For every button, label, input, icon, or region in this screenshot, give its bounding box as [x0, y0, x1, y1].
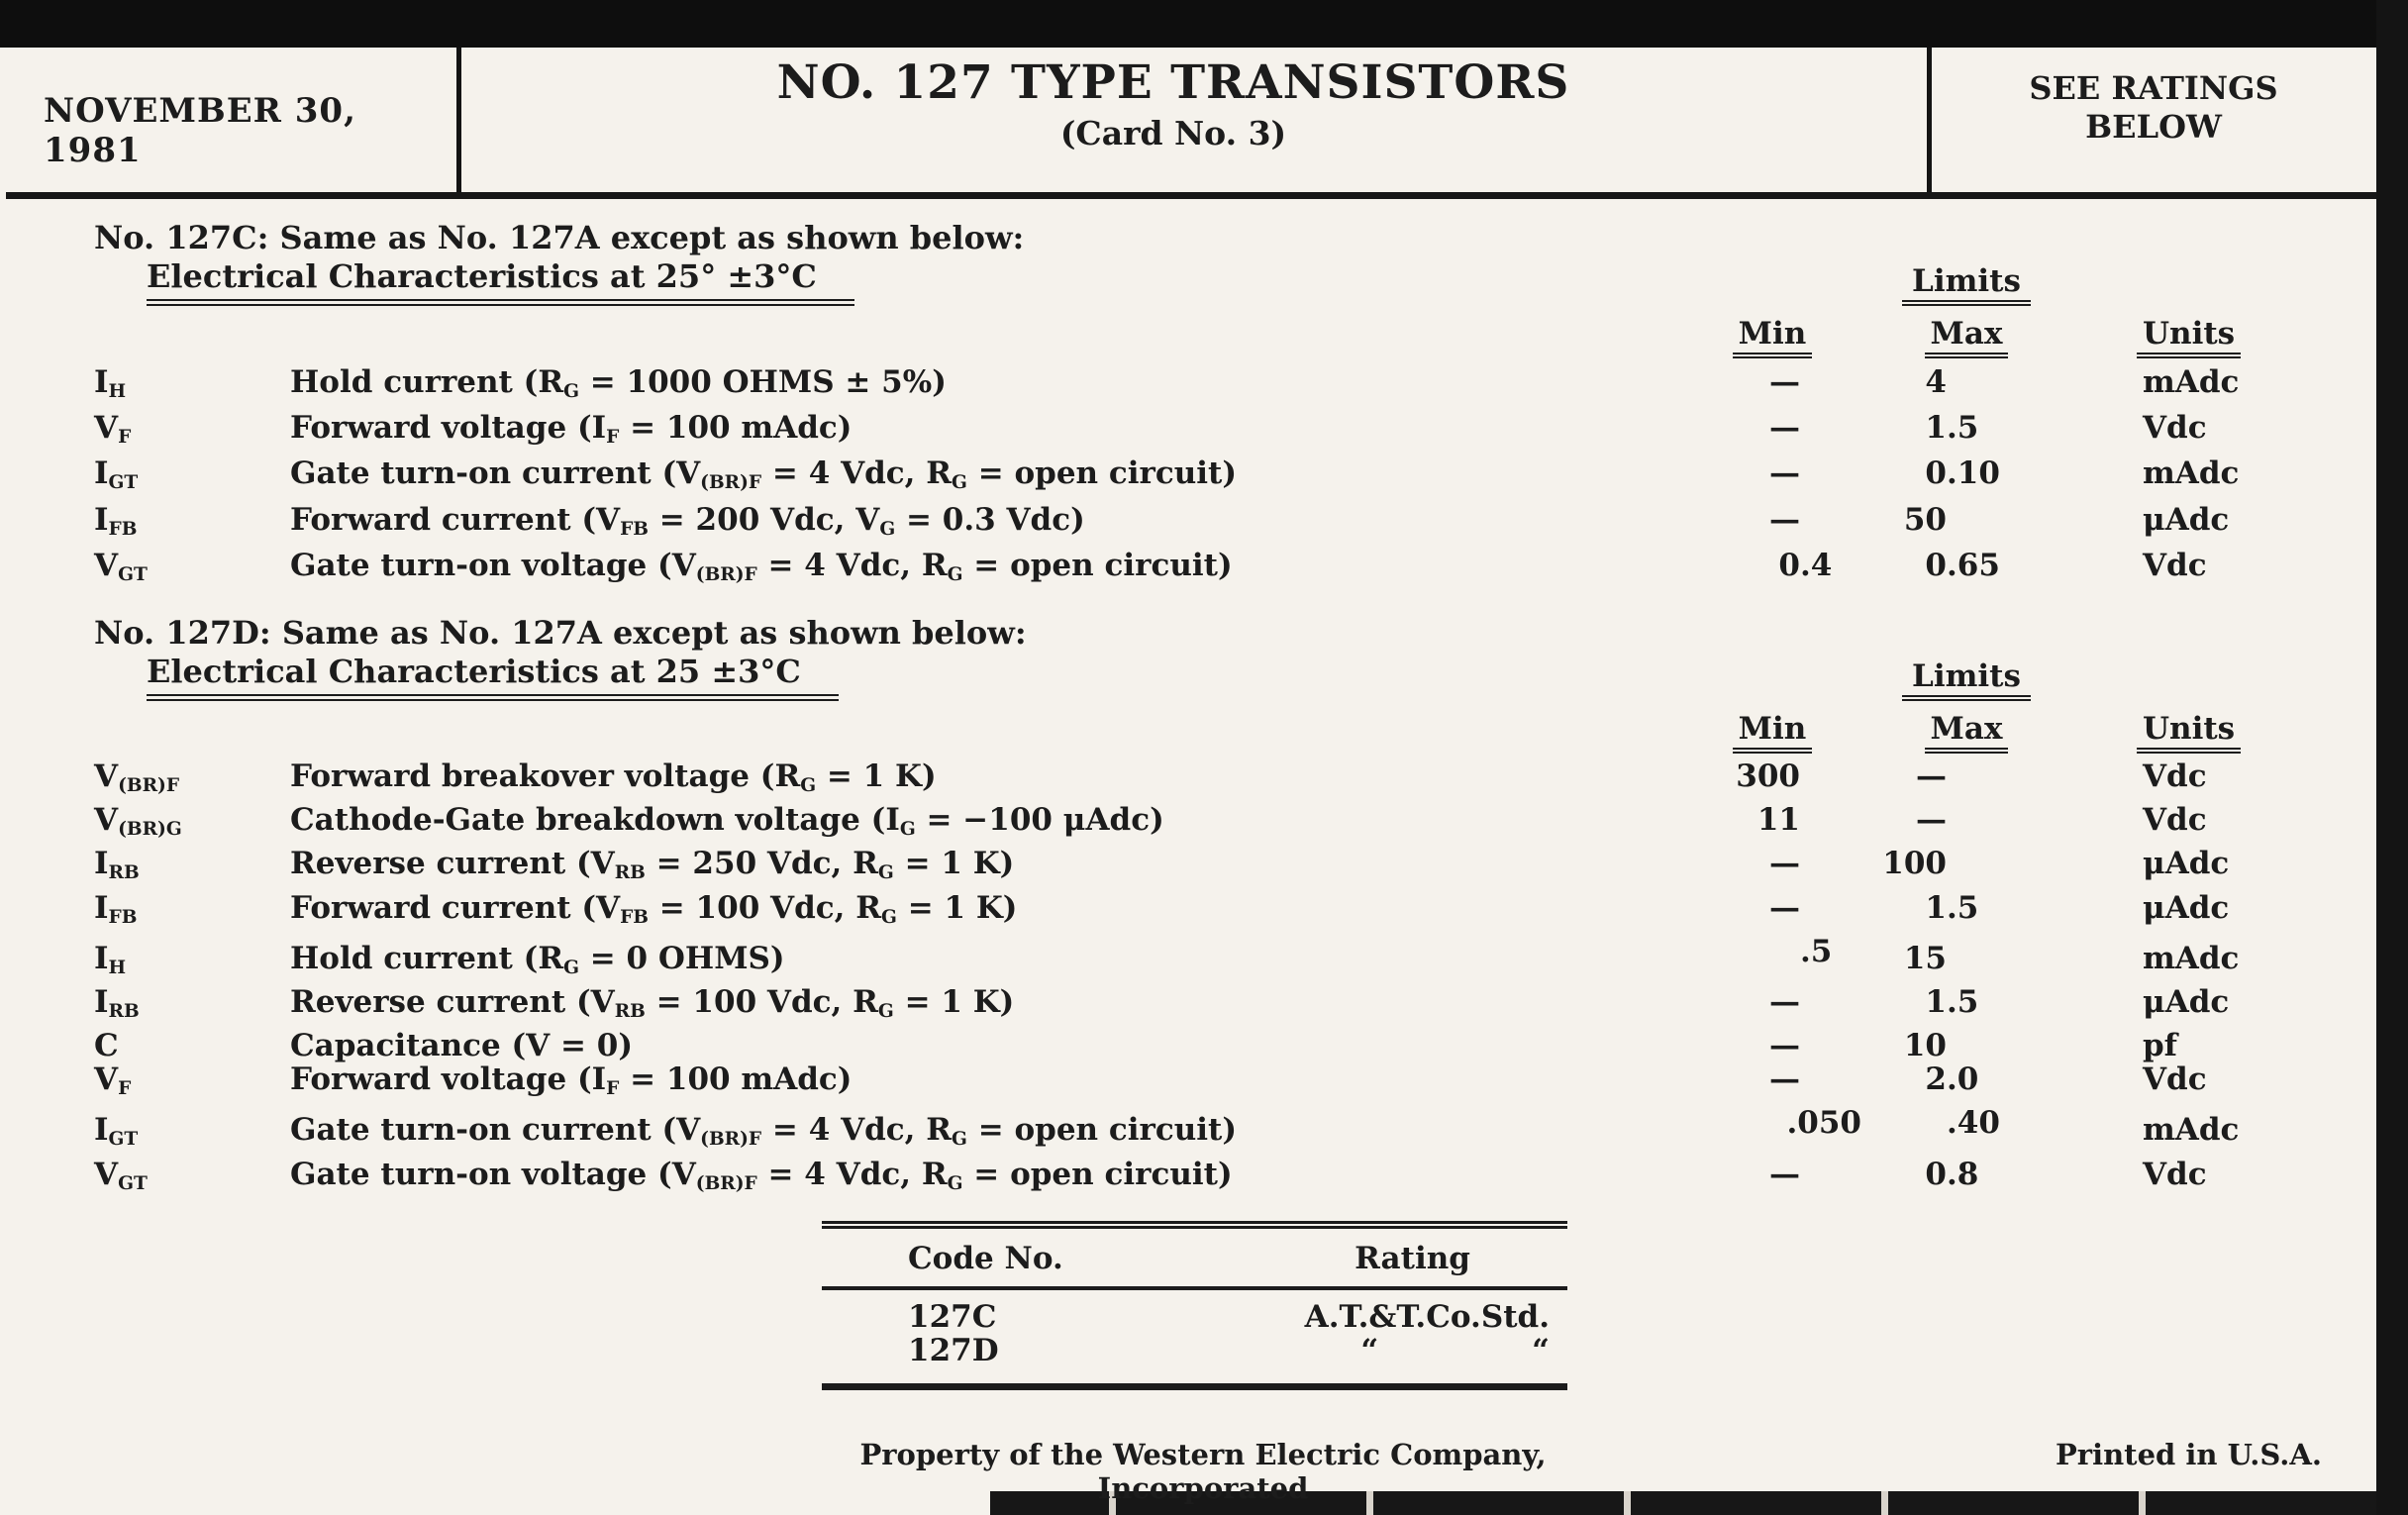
param-symbol: $I_{GT}$: [94, 1112, 139, 1151]
param-symbol: $V_{GT}$: [94, 1156, 148, 1194]
col-header-min: Min: [1733, 711, 1813, 754]
param-description: Forward voltage ($I_F = 100$ mAdc): [290, 1061, 853, 1100]
param-symbol: $I_{GT}$: [94, 455, 139, 494]
table-row: [94, 985, 2376, 1029]
max-value: 2 .0: [1925, 1061, 1979, 1098]
param-description: Reverse current ($V_{RB} = 250$ Vdc, $R_G = 1$ K): [290, 846, 1015, 884]
section-127c: [94, 218, 2376, 593]
limits-label: Limits: [1902, 263, 2031, 306]
param-units: Vdc: [2143, 758, 2207, 795]
param-symbol: C: [94, 1028, 119, 1064]
table-row: [94, 455, 2376, 501]
page-title: NO. 127 TYPE TRANSISTORS: [776, 55, 1570, 110]
page-subtitle: (Card No. 3): [1059, 114, 1287, 152]
code-table-header: [822, 1229, 1567, 1290]
scan-right-bar: [2376, 0, 2408, 1515]
code-table-row: [822, 1334, 1567, 1367]
param-units: mAdc: [2143, 455, 2240, 492]
min-value: —: [1769, 410, 1800, 447]
col-header-max: Max: [1925, 316, 2009, 358]
limits-label: Limits: [1902, 658, 2031, 701]
min-value: —: [1769, 364, 1800, 400]
table-row: [94, 410, 2376, 455]
param-description: Forward breakover voltage ($R_G = 1$ K): [290, 758, 937, 797]
table-row: [94, 847, 2376, 890]
max-value: 50: [1903, 501, 1947, 538]
code-value: 127D: [908, 1332, 999, 1368]
param-units: pf: [2143, 1028, 2178, 1064]
param-units: Vdc: [2143, 1156, 2207, 1192]
max-value: —: [1916, 758, 1947, 795]
table-row: [94, 548, 2376, 593]
column-headers: [94, 711, 2376, 754]
section-127d: [94, 613, 2376, 1201]
min-value: —: [1769, 1028, 1800, 1064]
param-description: Hold current ($R_G = 0$ OHMS): [290, 940, 785, 979]
param-description: Forward voltage ($I_F = 100$ mAdc): [290, 410, 853, 449]
table-row: [94, 502, 2376, 548]
col-header-units: Units: [2137, 316, 2241, 358]
param-symbol: $V_{(BR)G}$: [94, 802, 182, 841]
table-row: [94, 935, 2376, 985]
param-symbol: $V_{GT}$: [94, 547, 148, 586]
param-description: Forward current ($V_{FB} = 100$ Vdc, $R_G = 1$ K): [290, 889, 1018, 928]
min-value: —: [1769, 984, 1800, 1021]
code-rating-table: [822, 1221, 1567, 1390]
ratings-note: [1933, 69, 2374, 147]
min-value: —: [1769, 501, 1800, 538]
characteristics-table: [94, 759, 2376, 1201]
table-row: [94, 1029, 2376, 1062]
min-value: —: [1769, 455, 1800, 492]
code-value: 127C: [908, 1298, 997, 1335]
max-value: 4: [1925, 364, 1947, 400]
param-symbol: $I_{FB}$: [94, 889, 138, 928]
max-value: .40: [1947, 1105, 2000, 1142]
characteristics-table: [94, 364, 2376, 593]
rating-value: “ “: [1360, 1332, 1550, 1368]
section-intro: No. 127D: Same as No. 127A except as shown below:: [94, 614, 1027, 653]
min-value: 300: [1736, 758, 1800, 795]
param-units: mAdc: [2143, 940, 2240, 976]
section-subheading: Electrical Characteristics at 25 ±3°C: [147, 653, 839, 701]
footer-property-notice: Property of the Western Electric Company, Incorporated: [859, 1438, 1547, 1505]
min-value: —: [1769, 846, 1800, 882]
min-value: —: [1769, 889, 1800, 926]
subheading-row: [94, 257, 2376, 306]
param-units: μAdc: [2143, 984, 2230, 1021]
min-value: —: [1769, 1156, 1800, 1192]
max-value: 1 .5: [1925, 889, 1979, 926]
param-symbol: $I_H$: [94, 364, 127, 403]
param-units: μAdc: [2143, 501, 2230, 538]
section-subheading: Electrical Characteristics at 25° ±3°C: [147, 257, 854, 306]
title-block: [426, 55, 1921, 152]
code-table-row: [822, 1300, 1567, 1334]
param-units: μAdc: [2143, 889, 2230, 926]
param-description: Capacitance (V = 0): [290, 1028, 634, 1064]
rating-value: A.T.&T.Co.Std.: [1304, 1298, 1550, 1335]
max-value: 10: [1903, 1028, 1947, 1064]
param-symbol: $I_H$: [94, 940, 127, 979]
scan-top-bar: [0, 0, 2408, 48]
section-intro: No. 127C: Same as No. 127A except as shown below:: [94, 219, 1025, 256]
min-value: .050: [1786, 1105, 1861, 1142]
param-description: Hold current ($R_G = 1000$ OHMS ± 5%): [290, 364, 947, 403]
max-value: —: [1916, 802, 1947, 839]
min-value: —: [1769, 1061, 1800, 1098]
ratings-note-line1: SEE RATINGS: [2029, 69, 2278, 107]
code-column-header: Code No.: [908, 1240, 1063, 1276]
max-value: 0 .10: [1925, 455, 2000, 492]
param-units: Vdc: [2143, 547, 2207, 583]
footer-printed-notice: Printed in U.S.A.: [2056, 1438, 2322, 1471]
max-value: 15: [1903, 940, 1947, 976]
col-header-min: Min: [1733, 316, 1813, 358]
table-row: [94, 803, 2376, 847]
min-value: 11: [1756, 802, 1800, 839]
param-symbol: $V_F$: [94, 1061, 132, 1100]
subheading-row: [94, 653, 2376, 701]
param-description: Reverse current ($V_{RB} = 100$ Vdc, $R_G = 1$ K): [290, 984, 1015, 1023]
param-units: Vdc: [2143, 410, 2207, 447]
param-units: Vdc: [2143, 802, 2207, 839]
param-description: Gate turn-on current ($V_{(BR)F} = 4$ Vdc, $R_G$ = open circuit): [290, 1112, 1238, 1151]
param-description: Cathode-Gate breakdown voltage ($I_G = -100$ μAdc): [290, 802, 1164, 841]
param-symbol: $V_F$: [94, 410, 132, 449]
param-symbol: $I_{RB}$: [94, 984, 140, 1023]
column-headers: [94, 316, 2376, 358]
col-header-max: Max: [1925, 711, 2009, 754]
table-row: [94, 759, 2376, 803]
code-table-body: [822, 1290, 1567, 1383]
param-description: Gate turn-on current ($V_{(BR)F} = 4$ Vdc, $R_G$ = open circuit): [290, 455, 1238, 494]
header-divider-right: [1927, 48, 1932, 192]
header-band: [0, 48, 2376, 192]
param-units: Vdc: [2143, 1061, 2207, 1098]
table-row: [94, 364, 2376, 410]
issue-date: NOVEMBER 30, 1981: [44, 91, 356, 170]
rating-column-header: Rating: [1354, 1240, 1470, 1276]
param-description: Forward current ($V_{FB} = 200$ Vdc, $V_G = 0.3$ Vdc): [290, 501, 1085, 540]
param-units: μAdc: [2143, 846, 2230, 882]
table-row: [94, 1062, 2376, 1106]
param-symbol: $V_{(BR)F}$: [94, 758, 180, 797]
max-value: 1 .5: [1925, 410, 1979, 447]
max-value: 0 .65: [1925, 547, 2000, 583]
max-value: 1 .5: [1925, 984, 1979, 1021]
table-row: [94, 891, 2376, 935]
min-value: .5: [1800, 933, 1833, 969]
col-header-units: Units: [2137, 711, 2241, 754]
card-content: [94, 198, 2376, 1390]
table-row: [94, 1158, 2376, 1201]
min-value: 0 .4: [1778, 547, 1833, 583]
param-units: mAdc: [2143, 1112, 2240, 1149]
max-value: 100: [1882, 846, 1947, 882]
param-units: mAdc: [2143, 364, 2240, 400]
max-value: 0 .8: [1925, 1156, 1979, 1192]
param-symbol: $I_{RB}$: [94, 846, 140, 884]
param-description: Gate turn-on voltage ($V_{(BR)F} = 4$ Vdc, $R_G$ = open circuit): [290, 1156, 1233, 1194]
ratings-note-line2: BELOW: [2085, 108, 2222, 146]
param-symbol: $I_{FB}$: [94, 501, 138, 540]
table-row: [94, 1106, 2376, 1157]
param-description: Gate turn-on voltage ($V_{(BR)F} = 4$ Vdc, $R_G$ = open circuit): [290, 547, 1233, 586]
